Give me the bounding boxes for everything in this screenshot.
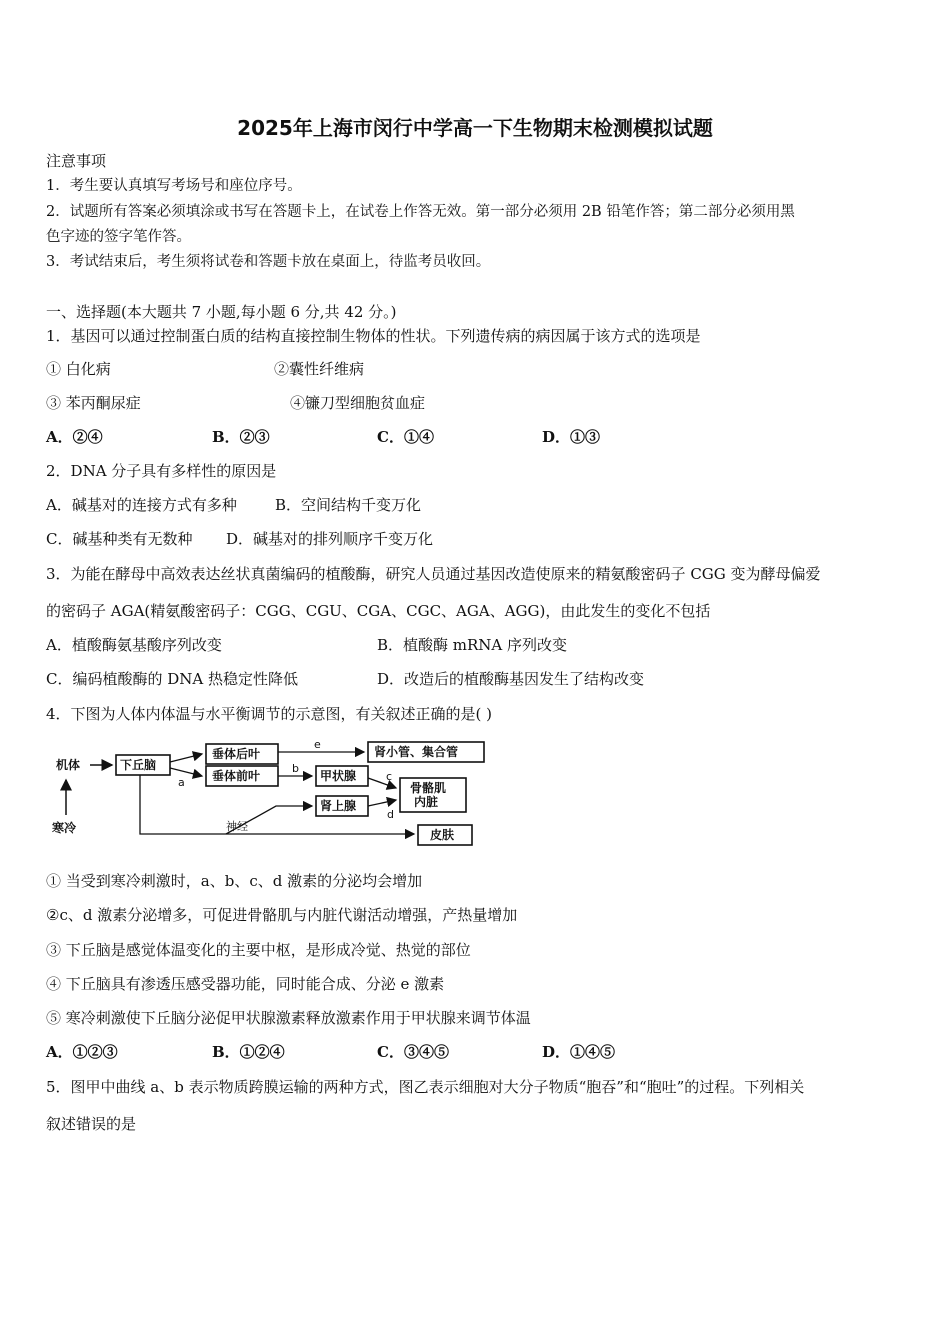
q3-option-b: B．植酸酶 mRNA 序列改变	[377, 636, 568, 654]
q1-item: ②囊性纤维病	[274, 360, 365, 378]
q2-option-a: A．碱基对的连接方式有多种	[46, 496, 237, 514]
q1-option-d: D．①③	[542, 428, 601, 446]
skin-label: 皮肤	[430, 828, 455, 842]
thyroid-label: 甲状腺	[320, 769, 357, 783]
adrenal-label: 肾上腺	[320, 799, 357, 813]
q1-option-c: C．①④	[377, 428, 434, 446]
q4-item: ③ 下丘脑是感觉体温变化的主要中枢，是形成冷觉、热觉的部位	[46, 941, 471, 959]
nerve-label: 神经	[226, 820, 248, 833]
label-c: c	[386, 770, 393, 783]
label-a: a	[178, 776, 185, 789]
q3-option-d: D．改造后的植酸酶基因发生了结构改变	[377, 670, 645, 688]
anterior-pituitary-label: 垂体前叶	[212, 769, 261, 783]
hypothalamus-label: 下丘脑	[120, 758, 157, 772]
q1-item: ④镰刀型细胞贫血症	[290, 394, 426, 412]
notice-item: 色字迹的签字笔作答。	[46, 229, 191, 245]
q1-item: ③ 苯丙酮尿症	[46, 394, 141, 412]
label-b: b	[292, 762, 299, 775]
q2-option-d: D．碱基对的排列顺序千变万化	[226, 530, 434, 548]
q4-stem: 4．下图为人体内体温与水平衡调节的示意图，有关叙述正确的是( )	[46, 705, 493, 723]
section-heading: 一、选择题(本大题共 7 小题,每小题 6 分,共 42 分。)	[46, 303, 397, 321]
posterior-pituitary-label: 垂体后叶	[212, 747, 261, 761]
label-d: d	[387, 808, 394, 821]
q1-stem: 1．基因可以通过控制蛋白质的结构直接控制生物体的性状。下列遗传病的病因属于该方式的选项是	[46, 327, 701, 345]
q4-item: ④ 下丘脑具有渗透压感受器功能，同时能合成、分泌 e 激素	[46, 975, 445, 993]
page-title: 2025年上海市闵行中学高一下生物期末检测模拟试题	[237, 116, 713, 140]
q2-option-b: B．空间结构千变万化	[275, 496, 422, 514]
q1-option-a: A．②④	[46, 428, 103, 446]
muscle-label-line1: 骨骼肌	[410, 781, 447, 795]
q5-stem-line2: 叙述错误的是	[46, 1115, 137, 1133]
q3-stem-line1: 3．为能在酵母中高效表达丝状真菌编码的植酸酶，研究人员通过基因改造使原来的精氨酸密码子 CGG 变为酵母偏爱	[46, 565, 821, 583]
q2-option-c: C．碱基种类有无数种	[46, 530, 193, 548]
regulation-diagram	[46, 738, 486, 848]
muscle-label-line2: 内脏	[414, 795, 439, 809]
q3-option-a: A．植酸酶氨基酸序列改变	[46, 636, 222, 654]
q4-option-a: A．①②③	[46, 1043, 118, 1061]
q4-option-b: B．①②④	[212, 1043, 285, 1061]
q4-option-c: C．③④⑤	[377, 1043, 449, 1061]
q1-item: ① 白化病	[46, 360, 111, 378]
notice-item: 1．考生要认真填写考场号和座位序号。	[46, 178, 302, 194]
q3-option-c: C．编码植酸酶的 DNA 热稳定性降低	[46, 670, 298, 688]
q4-item: ① 当受到寒冷刺激时，a、b、c、d 激素的分泌均会增加	[46, 872, 423, 890]
cold-label: 寒冷	[52, 821, 77, 835]
q2-stem: 2．DNA 分子具有多样性的原因是	[46, 462, 277, 480]
q1-option-b: B．②③	[212, 428, 270, 446]
notice-item: 2．试题所有答案必须填涂或书写在答题卡上，在试卷上作答无效。第一部分必须用 2B 铅笔作答；第二部分必须用黑	[46, 204, 795, 220]
notice-item: 3．考试结束后，考生须将试卷和答题卡放在桌面上，待监考员收回。	[46, 254, 491, 270]
q4-option-d: D．①④⑤	[542, 1043, 616, 1061]
q4-item: ②c、d 激素分泌增多，可促进骨骼肌与内脏代谢活动增强，产热量增加	[46, 906, 518, 924]
q3-stem-line2: 的密码子 AGA(精氨酸密码子：CGG、CGU、CGA、CGC、AGA、AGG)，由此发生的变化不包括	[46, 602, 711, 620]
q4-item: ⑤ 寒冷刺激使下丘脑分泌促甲状腺激素释放激素作用于甲状腺来调节体温	[46, 1009, 531, 1027]
notice-heading: 注意事项	[46, 152, 107, 170]
kidney-tubule-label: 肾小管、集合管	[374, 745, 459, 759]
body-label: 机体	[56, 758, 81, 772]
q5-stem-line1: 5．图甲中曲线 a、b 表示物质跨膜运输的两种方式，图乙表示细胞对大分子物质“胞吞”和“胞吐”的过程。下列相关	[46, 1078, 805, 1096]
label-e: e	[314, 738, 321, 751]
